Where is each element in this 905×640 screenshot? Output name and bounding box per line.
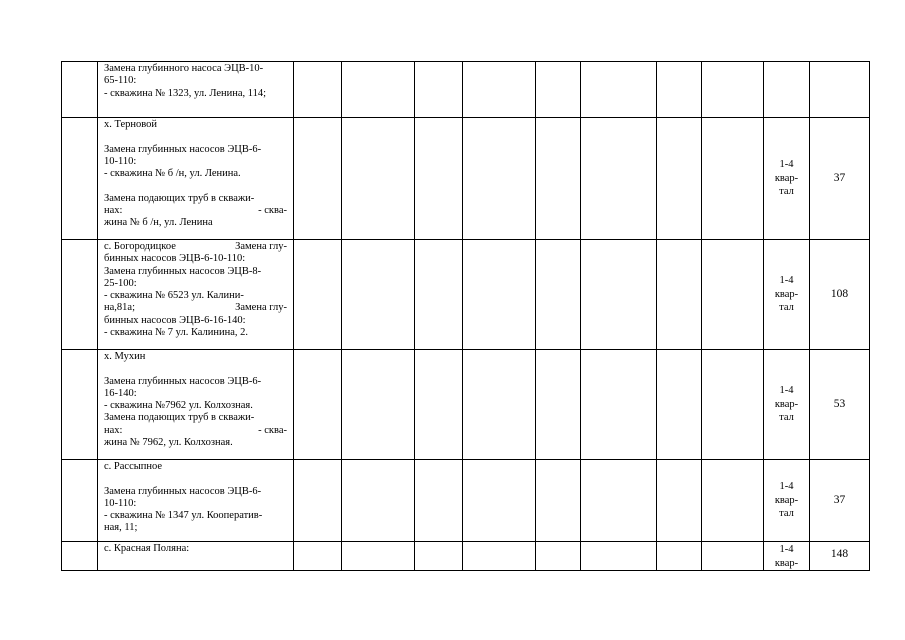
description-line-left: нах: [104,424,123,436]
description-line-right: Замена глу- [235,241,287,252]
description-line-right: Замена глу- [235,302,287,314]
period-line: 1-4 [779,159,794,171]
description-line: Замена подающих труб в скважи- [104,412,255,424]
description-line: Замена глубинных насосов ЭЦВ-6- [104,375,262,387]
period-line: 1-4 [779,544,794,555]
empty-cell [536,118,581,240]
description-line-right: - сква- [258,205,287,217]
period-line: тал [779,302,794,314]
empty-cell [342,542,415,571]
description-line [104,241,287,253]
period-cell [764,460,810,542]
period-cell [764,118,810,240]
empty-cell [294,542,342,571]
description-line [104,363,287,375]
number-cell [62,350,98,460]
number-cell [62,542,98,571]
description-line-left: нах: [104,205,123,217]
description-line: ная, 11; [104,522,138,534]
description-line: бинных насосов ЭЦВ-6-10-110: [104,253,246,265]
description-line [104,473,287,485]
description-line: Замена глубинных насосов ЭЦВ-6- [104,485,262,497]
description-cell [98,542,294,571]
description-line: 10-110: [104,155,137,167]
description-line-left: на,81а; [104,302,135,314]
description-line: - скважина № 1347 ул. Кооператив- [104,510,263,522]
description-line [104,205,287,217]
empty-cell [463,460,536,542]
period-line: 1-4 [779,275,794,287]
period-cell [764,62,810,118]
empty-cell [657,240,702,350]
empty-cell [342,460,415,542]
empty-cell [581,350,657,460]
empty-cell [581,460,657,542]
empty-cell [415,460,463,542]
empty-cell [657,350,702,460]
description-line: бинных насосов ЭЦВ-6-16-140: [104,314,246,326]
empty-cell [581,118,657,240]
period-line: квар- [774,288,799,300]
empty-cell [294,240,342,350]
description-cell [98,240,294,350]
period-line: квар- [774,494,799,506]
value-cell: 148 [810,542,870,571]
description-line: 10-110: [104,497,137,509]
description-line: 16-140: [104,387,137,399]
empty-cell [657,62,702,118]
empty-cell [415,350,463,460]
description-cell [98,62,294,118]
description-line: жина № 7962, ул. Колхозная. [104,437,233,449]
description-line: х. Терновой [104,119,158,130]
empty-cell [463,118,536,240]
period-cell [764,542,810,571]
period-line: 1-4 [779,385,794,397]
empty-cell [342,350,415,460]
empty-cell [657,542,702,571]
description-line: Замена подающих труб в скважи- [104,192,255,204]
empty-cell [702,460,764,542]
number-cell [62,118,98,240]
number-cell [62,460,98,542]
empty-cell [342,62,415,118]
table-row [62,542,870,571]
description-line: х. Мухин [104,351,146,362]
empty-cell [702,62,764,118]
description-line [104,425,287,437]
empty-cell [463,240,536,350]
table-row [62,118,870,240]
empty-cell [657,460,702,542]
description-line: - скважина № 6523 ул. Калини- [104,290,244,302]
period-line: тал [779,508,794,520]
period-line: квар- [774,172,799,184]
empty-cell [536,350,581,460]
description-line: Замена глубинного насоса ЭЦВ-10- [104,63,264,74]
empty-cell [294,460,342,542]
description-line-right: - сква- [258,424,287,436]
empty-cell [294,118,342,240]
description-line: с. Красная Поляна: [104,543,190,554]
number-cell [62,62,98,118]
description-line: - скважина № 1323, ул. Ленина, 114; [104,87,267,99]
empty-cell [294,62,342,118]
period-line: тал [779,186,794,198]
empty-cell [463,62,536,118]
empty-cell [415,62,463,118]
value-cell [810,62,870,118]
period-line: квар- [774,398,799,410]
empty-cell [342,118,415,240]
description-line: 25-100: [104,277,137,289]
description-line: - скважина № б /н, ул. Ленина. [104,168,241,180]
number-cell [62,240,98,350]
empty-cell [581,62,657,118]
value-cell: 108 [810,240,870,350]
period-line: тал [779,412,794,424]
description-line: - скважина № 7 ул. Калинина, 2. [104,327,249,339]
empty-cell [536,240,581,350]
empty-cell [581,542,657,571]
period-cell [764,350,810,460]
description-line [104,302,287,314]
description-cell [98,118,294,240]
empty-cell [702,118,764,240]
description-line: 65-110: [104,75,137,87]
period-cell [764,240,810,350]
empty-cell [536,460,581,542]
empty-cell [536,542,581,571]
empty-cell [294,350,342,460]
value-cell: 37 [810,460,870,542]
description-line-left: с. Богородицкое [104,241,176,252]
description-line: с. Рассыпное [104,461,163,472]
description-line: Замена глубинных насосов ЭЦВ-8- [104,265,262,277]
description-line: - скважина №7962 ул. Колхозная. [104,400,253,412]
empty-cell [463,542,536,571]
empty-cell [342,240,415,350]
description-cell [98,350,294,460]
period-line: квар- [774,557,799,569]
empty-cell [657,118,702,240]
description-line: жина № б /н, ул. Ленина [104,217,213,229]
empty-cell [702,542,764,571]
empty-cell [536,62,581,118]
empty-cell [415,118,463,240]
description-cell [98,460,294,542]
table-row [62,62,870,118]
value-cell: 37 [810,118,870,240]
empty-cell [415,240,463,350]
table-row [62,240,870,350]
description-line: Замена глубинных насосов ЭЦВ-6- [104,143,262,155]
period-line: 1-4 [779,481,794,493]
empty-cell [581,240,657,350]
empty-cell [702,350,764,460]
works-table [61,61,870,571]
empty-cell [463,350,536,460]
description-line [104,131,287,143]
table-row [62,460,870,542]
value-cell: 53 [810,350,870,460]
empty-cell [702,240,764,350]
table-row [62,350,870,460]
empty-cell [415,542,463,571]
description-line [104,180,287,192]
